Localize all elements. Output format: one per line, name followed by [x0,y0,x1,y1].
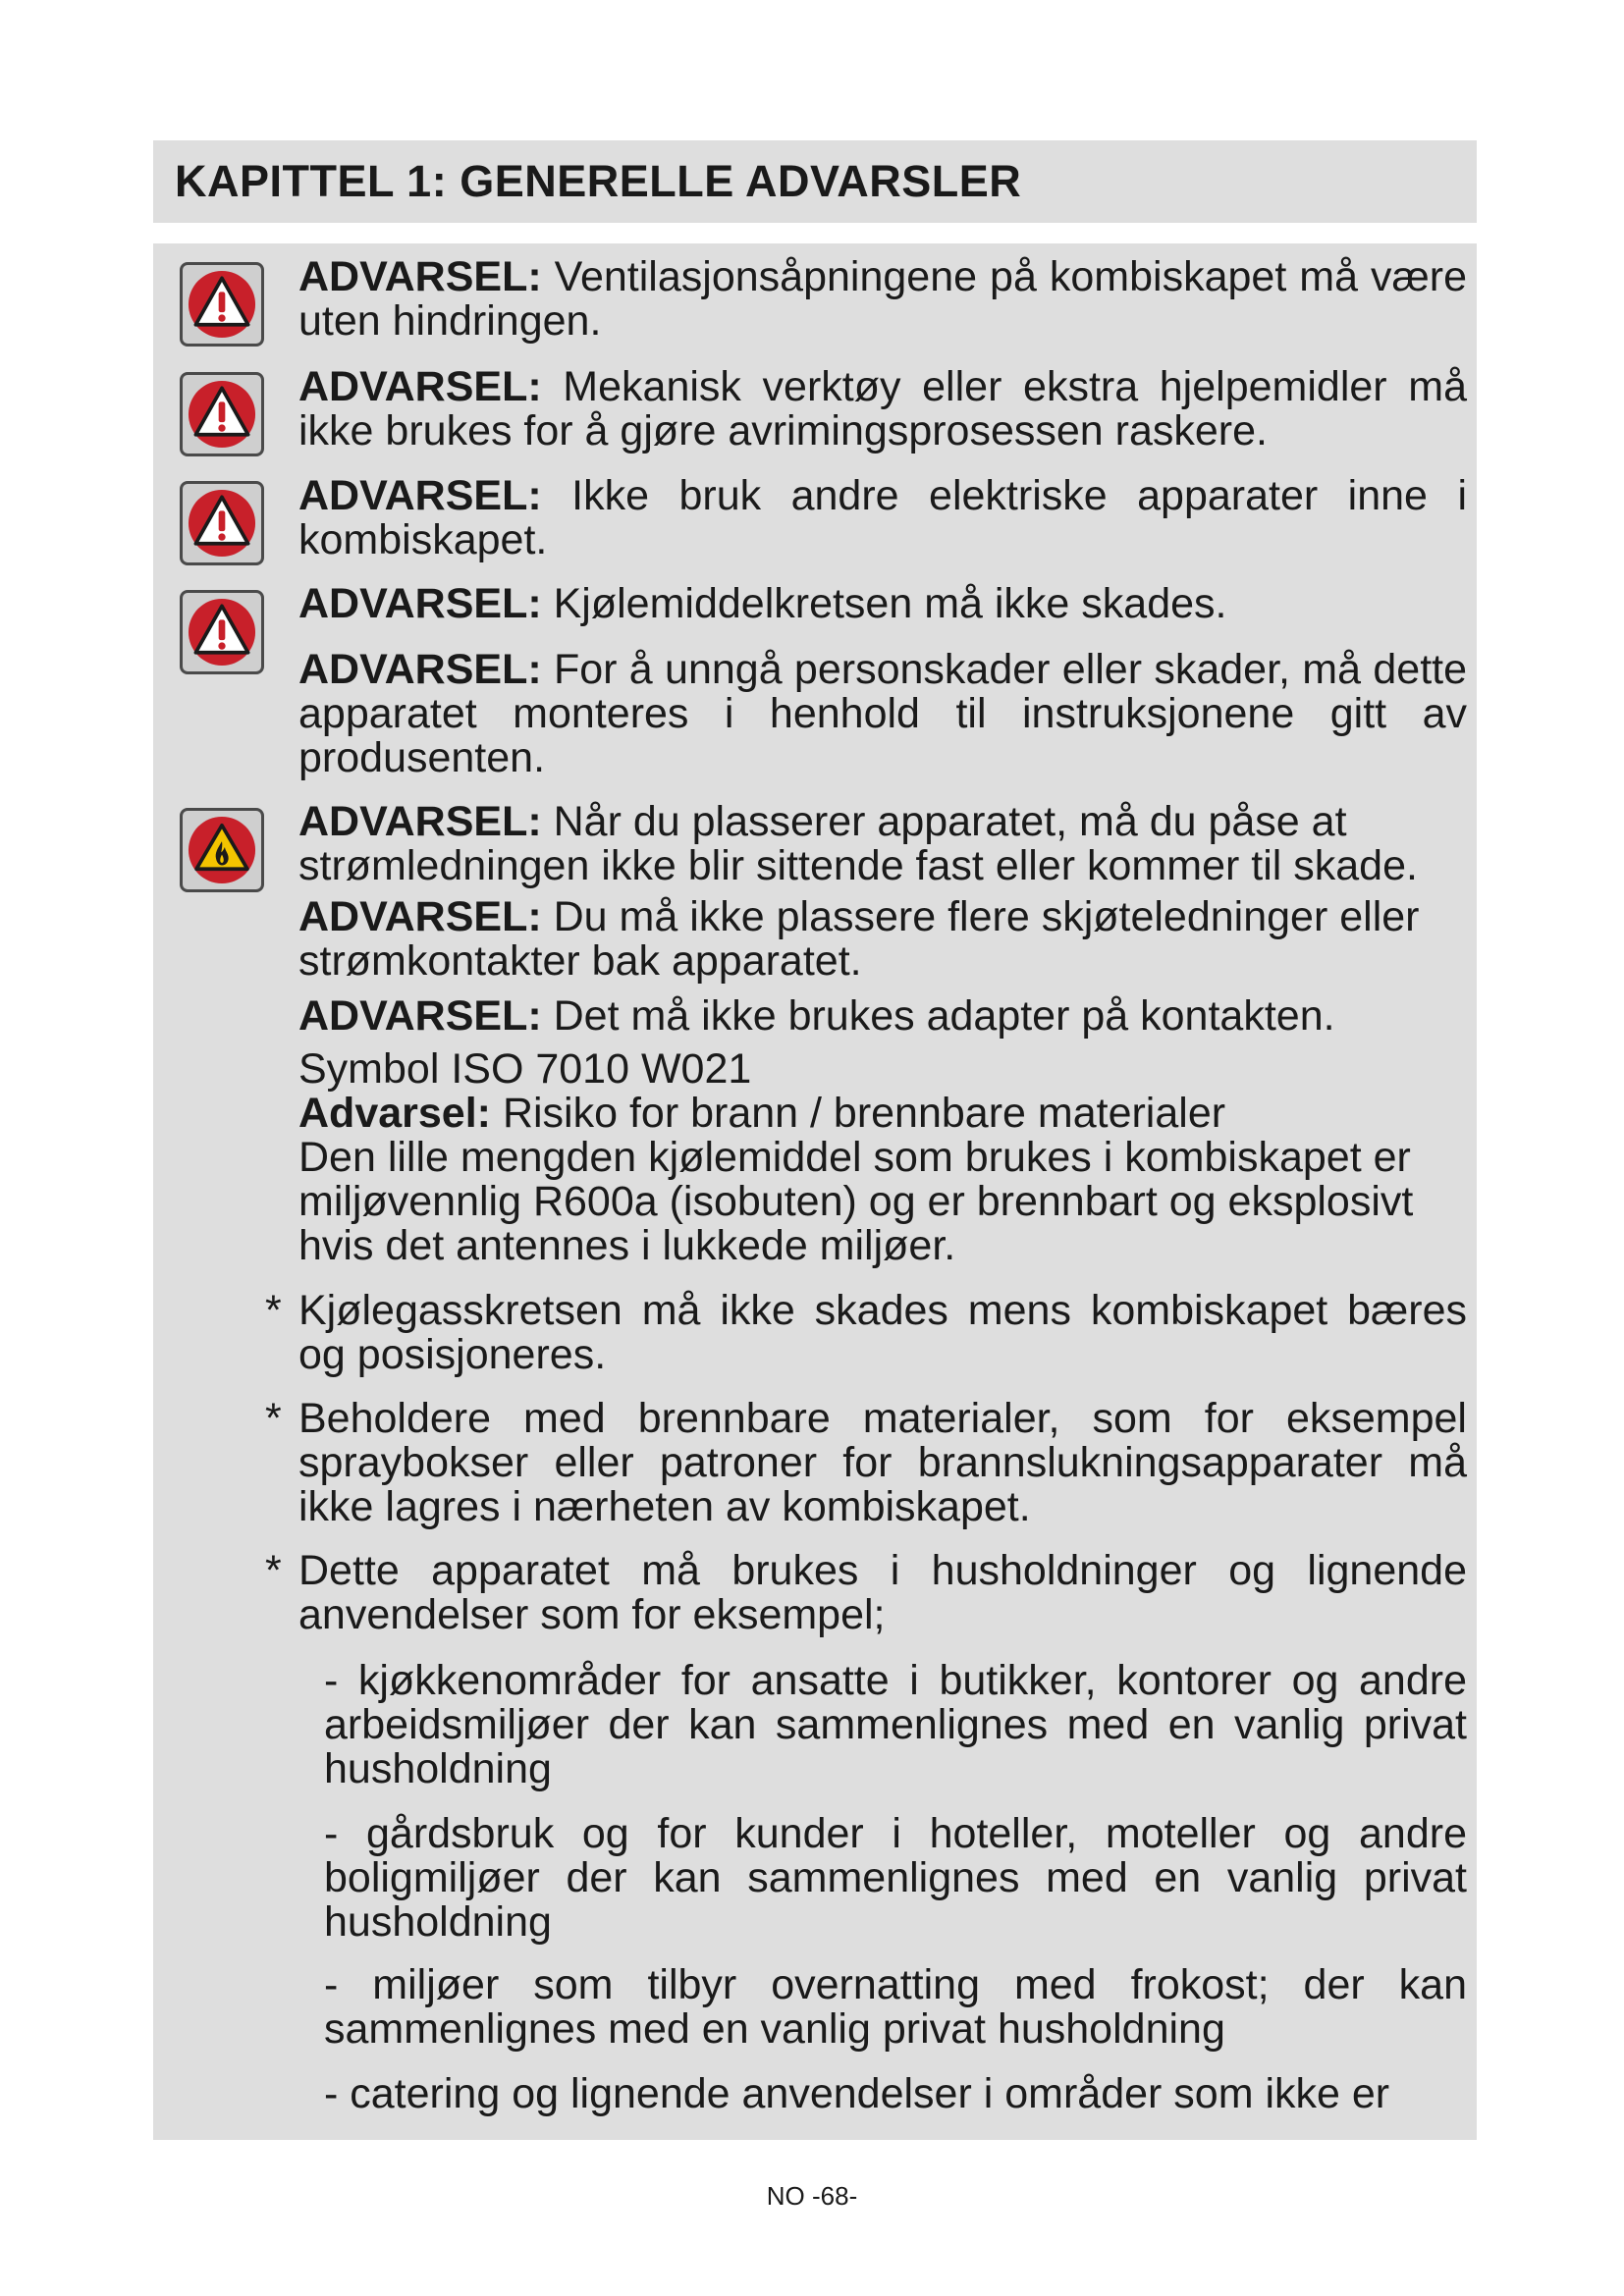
chapter-title: KAPITTEL 1: GENERELLE ADVARSLER [175,156,1022,206]
bullet-text: Dette apparatet må brukes i husholdninger og lignende anvendelser som for eksempel; [298,1547,1467,1638]
chapter-header [153,140,1477,223]
symbol-title: Symbol ISO 7010 W021 [298,1045,752,1093]
warning-item [298,895,1467,984]
warning-item [298,255,1467,344]
sub-list-item: - kjøkkenområder for ansatte i butikker, kontorer og andre arbeidsmiljøer der kan sammenlignes med en vanlig privat husholdning [324,1657,1467,1792]
warning-item [298,365,1467,454]
warning-triangle-icon [180,372,264,456]
warning-item [298,800,1467,888]
symbol-description: Den lille mengden kjølemiddel som brukes i kombiskapet er miljøvennlig R600a (isobuten) og er brennbart og eksplosivt hvis det antennes i lukkede miljøer. [298,1134,1414,1269]
flammable-material-icon [180,808,264,892]
warning-label: ADVARSEL: [298,253,542,300]
bullet-marker: * [265,1287,282,1334]
warning-text: Du må ikke plassere flere skjøteledninger eller strømkontakter bak apparatet. [298,893,1420,985]
symbol-text: Risiko for brann / brennbare materialer [502,1090,1226,1137]
sub-list-item: - miljøer som tilbyr overnatting med frokost; der kan sammenlignes med en vanlig privat husholdning [324,1961,1467,2053]
page-number: NO -68- [766,2181,858,2211]
warning-item [298,648,1467,780]
warning-text: Ikke bruk andre elektriske apparater inne i kombiskapet. [298,472,1467,563]
warning-text: Ventilasjonsåpningene på kombiskapet må være uten hindringen. [298,253,1467,345]
symbol-warning [298,1092,1467,1136]
warning-text: Mekanisk verktøy eller ekstra hjelpemidler må ikke brukes for å gjøre avrimingsprosessen raskere. [298,363,1467,454]
warning-label: ADVARSEL: [298,798,542,845]
warning-triangle-icon [180,262,264,347]
sub-list-item: - catering og lignende anvendelser i områder som ikke er [324,2070,1390,2117]
warning-item [298,582,1467,626]
warning-label: ADVARSEL: [298,646,542,693]
warning-label: ADVARSEL: [298,893,542,940]
bullet-marker: * [265,1395,282,1442]
warning-label: ADVARSEL: [298,363,542,410]
sub-list-item: - gårdsbruk og for kunder i hoteller, moteller og andre boligmiljøer der kan sammenlignes med en vanlig privat husholdning [324,1810,1467,1946]
warning-label: ADVARSEL: [298,992,542,1040]
warning-label: ADVARSEL: [298,472,542,519]
warning-text: For å unngå personskader eller skader, må dette apparatet monteres i henhold til instruksjonene gitt av produsenten. [298,646,1468,781]
warning-text: Kjølemiddelkretsen må ikke skades. [553,580,1227,627]
warning-text: Når du plasserer apparatet, må du påse at strømledningen ikke blir sittende fast eller kommer til skade. [298,798,1418,889]
bullet-text: Kjølegasskretsen må ikke skades mens kombiskapet bæres og posisjoneres. [298,1287,1467,1378]
warning-triangle-icon [180,590,264,674]
warning-label: ADVARSEL: [298,580,542,627]
warning-item [298,994,1467,1039]
bullet-marker: * [265,1547,282,1594]
warning-item [298,474,1467,562]
warning-text: Det må ikke brukes adapter på kontakten. [553,992,1335,1040]
warning-triangle-icon [180,481,264,565]
symbol-label: Advarsel: [298,1090,491,1137]
bullet-text: Beholdere med brennbare materialer, som for eksempel spraybokser eller patroner for brannslukningsapparater må ikke lagres i nærheten av kombiskapet. [298,1395,1467,1530]
